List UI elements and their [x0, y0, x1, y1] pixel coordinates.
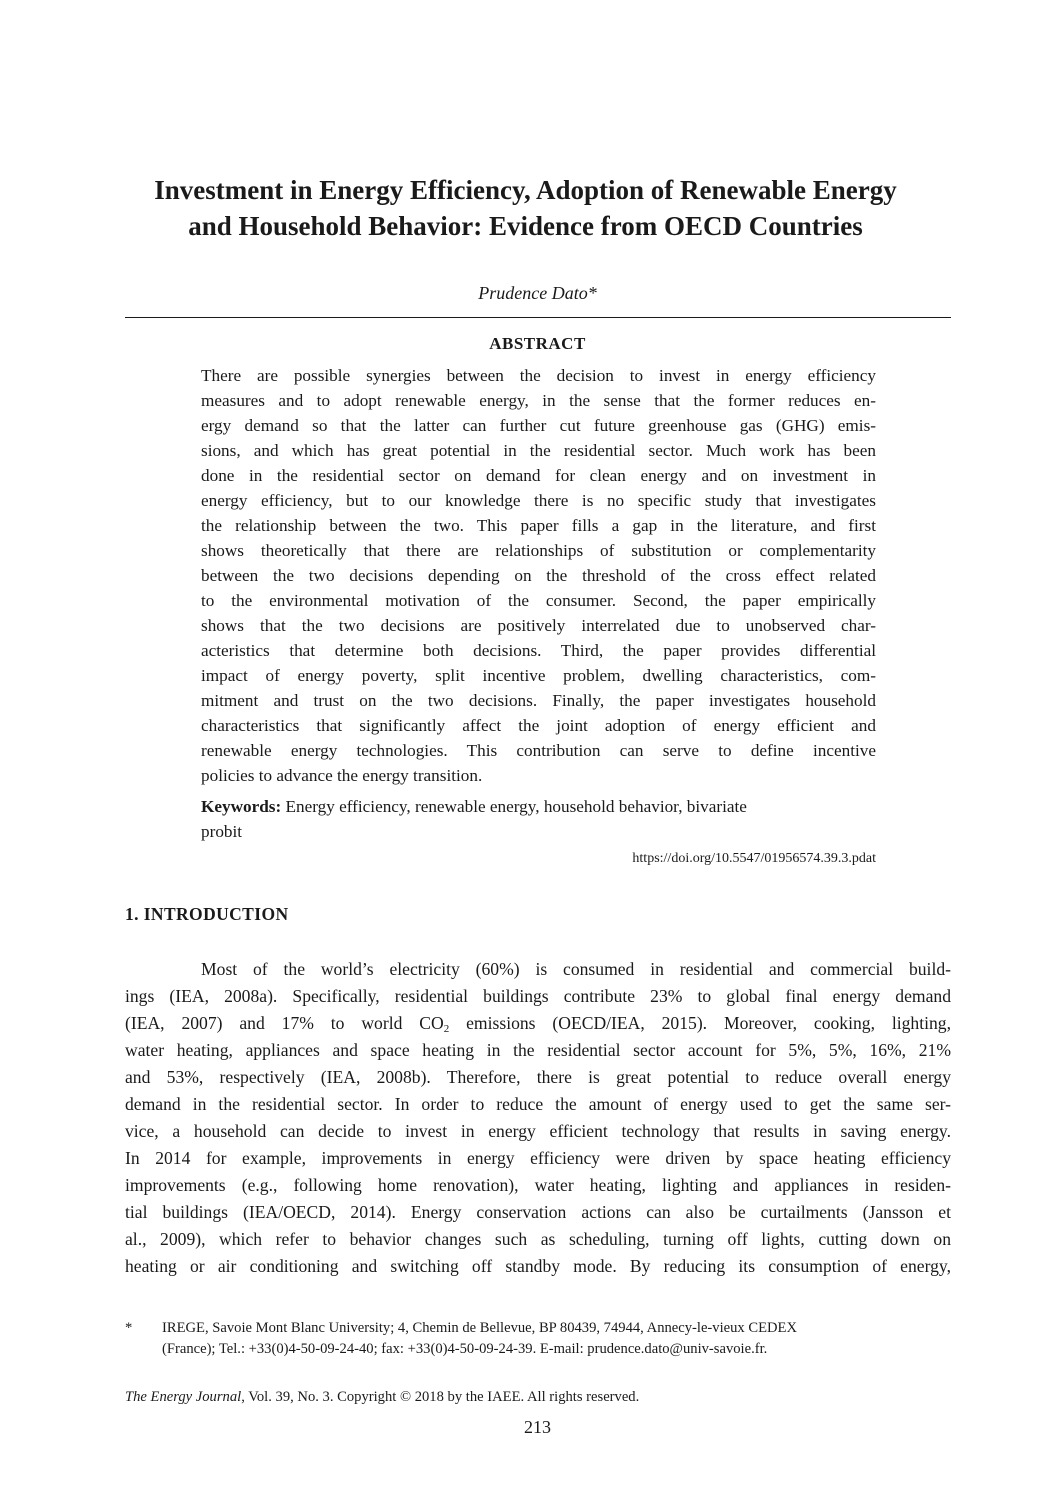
abstract-line: There are possible synergies between the decision to invest in energy efficiency [201, 366, 876, 385]
page-number: 213 [524, 1417, 551, 1437]
abstract-line: energy efficiency, but to our knowledge there is no specific study that investigates [201, 491, 876, 510]
abstract-line: sions, and which has great potential in the residential sector. Much work has been [201, 441, 876, 460]
journal-citation [125, 1387, 639, 1407]
abstract-line: ergy demand so that the latter can further cut future greenhouse gas (GHG) emis- [201, 416, 876, 435]
abstract-line: impact of energy poverty, split incentive problem, dwelling characteristics, com- [201, 666, 876, 685]
title-line-1: Investment in Energy Efficiency, Adoption of Renewable Energy [154, 175, 897, 205]
abstract-line: measures and to adopt renewable energy, in the sense that the former reduces en- [201, 391, 876, 410]
body-line: ings (IEA, 2008a). Specifically, residential buildings contribute 23% to global final energy demand [125, 986, 951, 1006]
journal-name: The Energy Journal [125, 1389, 242, 1405]
abstract-line: to the environmental motivation of the consumer. Second, the paper empirically [201, 591, 876, 610]
abstract-line: mitment and trust on the two decisions. Finally, the paper investigates household [201, 691, 876, 710]
body-line: al., 2009), which refer to behavior changes such as scheduling, turning off lights, cutting down on [125, 1229, 951, 1249]
keywords-continued: probit [201, 822, 243, 841]
footnote-line: IREGE, Savoie Mont Blanc University; 4, Chemin de Bellevue, BP 80439, 74944, Annecy-le-vieux CEDEX [162, 1320, 798, 1336]
body-line: vice, a household can decide to invest in energy efficient technology that results in saving energy. [125, 1121, 951, 1141]
abstract-line: acteristics that determine both decisions. Third, the paper provides differential [201, 641, 876, 660]
body-line: tial buildings (IEA/OECD, 2014). Energy conservation actions can also be curtailments (Jansson et [125, 1202, 951, 1222]
title-line-2: and Household Behavior: Evidence from OECD Countries [188, 211, 863, 241]
abstract-line: the relationship between the two. This paper fills a gap in the literature, and first [201, 516, 876, 535]
title-divider [125, 317, 951, 318]
journal-details: , Vol. 39, No. 3. Copyright © 2018 by the IAEE. All rights reserved. [241, 1389, 640, 1405]
section-heading-introduction: 1. INTRODUCTION [125, 904, 289, 924]
subscript-2: 2 [443, 1023, 450, 1035]
body-line: demand in the residential sector. In order to reduce the amount of energy used to get the same ser- [125, 1094, 951, 1114]
body-line: heating or air conditioning and switching off standby mode. By reducing its consumption of energy, [125, 1256, 951, 1276]
introduction-body [125, 956, 951, 1280]
body-line: water heating, appliances and space heating in the residential sector account for 5%, 5%, 16%, 21% [125, 1040, 951, 1060]
body-line: In 2014 for example, improvements in energy efficiency were driven by space heating efficiency [125, 1148, 951, 1168]
abstract-line: shows that the two decisions are positively interrelated due to unobserved char- [201, 616, 876, 635]
body-line: Most of the world’s electricity (60%) is consumed in residential and commercial build- [201, 959, 951, 979]
abstract-line: between the two decisions depending on the threshold of the cross effect related [201, 566, 876, 585]
abstract-line: shows theoretically that there are relationships of substitution or complementarity [201, 541, 876, 560]
body-line: improvements (e.g., following home renovation), water heating, lighting and appliances in residen- [125, 1175, 951, 1195]
body-line-part: (IEA, 2007) and 17% to world CO [125, 1013, 444, 1033]
doi-link[interactable]: https://doi.org/10.5547/01956574.39.3.pdat [632, 851, 876, 866]
abstract-line: characteristics that significantly affect the joint adoption of energy efficient and [201, 716, 876, 735]
footnote-line: (France); Tel.: +33(0)4-50-09-24-40; fax: +33(0)4-50-09-24-39. E-mail: prudence.dato@univ-savoie.fr. [162, 1341, 768, 1357]
keywords-list: Energy efficiency, renewable energy, household behavior, bivariate [285, 797, 747, 816]
body-line [125, 1010, 951, 1037]
author-name: Prudence Dato* [478, 283, 597, 303]
abstract-heading: ABSTRACT [489, 334, 586, 353]
body-line: and 53%, respectively (IEA, 2008b). Therefore, there is great potential to reduce overall energy [125, 1067, 951, 1087]
keywords-label: Keywords: [201, 797, 282, 816]
abstract-line: policies to advance the energy transition. [201, 766, 483, 785]
body-line-part: emissions (OECD/IEA, 2015). Moreover, cooking, lighting, [449, 1013, 951, 1033]
abstract-line: renewable energy technologies. This contribution can serve to define incentive [201, 741, 876, 760]
abstract-body [201, 363, 876, 788]
paper-title [100, 172, 951, 244]
keywords [201, 794, 876, 844]
footnote-mark: * [125, 1320, 133, 1336]
abstract-line: done in the residential sector on demand for clean energy and on investment in [201, 466, 876, 485]
